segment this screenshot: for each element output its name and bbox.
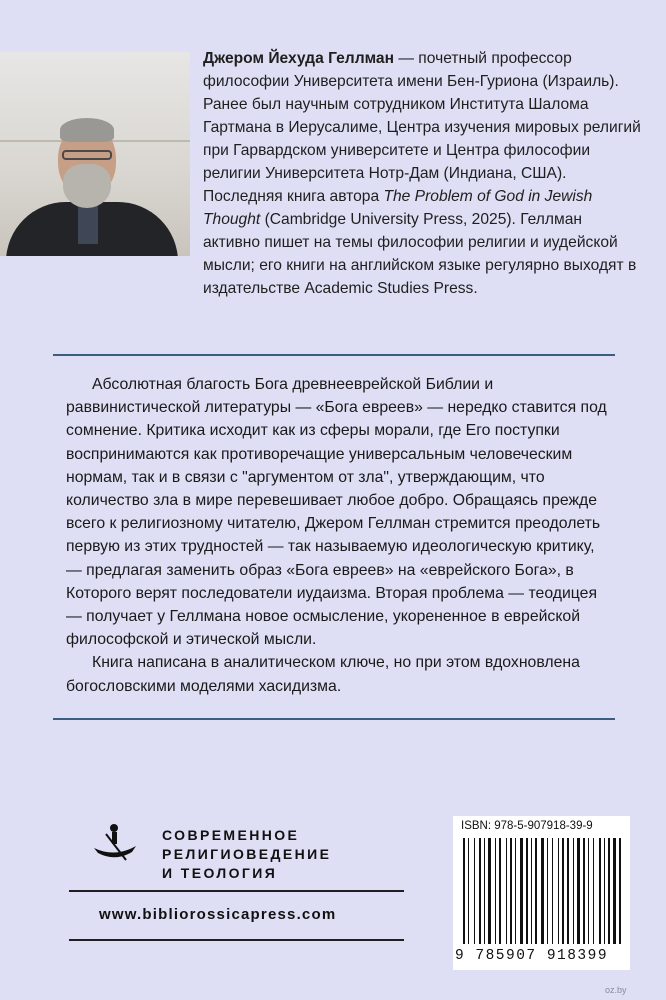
author-name: Джером Йехуда Геллман bbox=[203, 50, 395, 67]
annotation-text bbox=[66, 373, 614, 698]
divider-bottom bbox=[53, 718, 615, 720]
annotation-paragraph-2: Книга написана в аналитическом ключе, но при этом вдохновлена богословскими моделями хасидизма. bbox=[66, 654, 580, 695]
series-title bbox=[162, 826, 331, 883]
book-title: The Problem of God in Jewish Thought bbox=[203, 188, 593, 228]
divider-series-top bbox=[69, 890, 404, 892]
bio-text-2: (Cambridge University Press, 2025). Геллман активно пишет на темы философии религии и иудейской мысли; его книги на английском языке регулярно выходят в издательстве Academic Studies Press. bbox=[203, 211, 637, 297]
watermark: oz.by bbox=[605, 985, 627, 995]
series-line-2: РЕЛИГИОВЕДЕНИЕ bbox=[162, 846, 332, 862]
annotation-paragraph-1: Абсолютная благость Бога древнееврейской Библии и раввинистической литературы — «Бога евреев» — нередко ставится под сомнение. Критика исходит как из сферы морали, где Его поступки воспринимаются как противоречащие универсальным человеческим нормам, так и в связи с "аргументом от зла", утверждающим, что количество зла в мире перевешивает любое добро. Обращаясь прежде всего к религиозному читателю, Джером Геллман стремится преодолеть первую из этих трудностей — так называемую идеологическую критику, — предлагая заменить образ «Бога евреев» на «еврейского Бога», в Которого верят последователи иудаизма. Вторая проблема — теодицея — получает у Геллмана новое осмысление, укорененное в еврейской философской и этической мысли. bbox=[66, 376, 607, 649]
publisher-website[interactable]: www.bibliorossicapress.com bbox=[99, 906, 337, 923]
barcode-number: 9 785907 918399 bbox=[455, 948, 609, 964]
isbn-block bbox=[453, 816, 630, 970]
author-photo bbox=[0, 52, 190, 256]
divider-top bbox=[53, 354, 615, 356]
series-line-1: СОВРЕМЕННОЕ bbox=[162, 827, 300, 843]
divider-series-bottom bbox=[69, 939, 404, 941]
boat-rower-icon bbox=[92, 820, 138, 866]
isbn-label: ISBN: 978-5-907918-39-9 bbox=[461, 820, 593, 832]
bio-text-1: — почетный профессор философии Университета имени Бен-Гуриона (Израиль). Ранее был научным сотрудником Института Шалома Гартмана в Иерусалиме, Центра изучения мировых религий при Гарвардском университете и Центра философии религии Университета Нотр-Дам (Индиана, США). Последняя книга автора bbox=[203, 50, 641, 205]
series-line-3: И ТЕОЛОГИЯ bbox=[162, 865, 278, 881]
author-bio bbox=[203, 47, 643, 300]
barcode bbox=[463, 838, 621, 946]
